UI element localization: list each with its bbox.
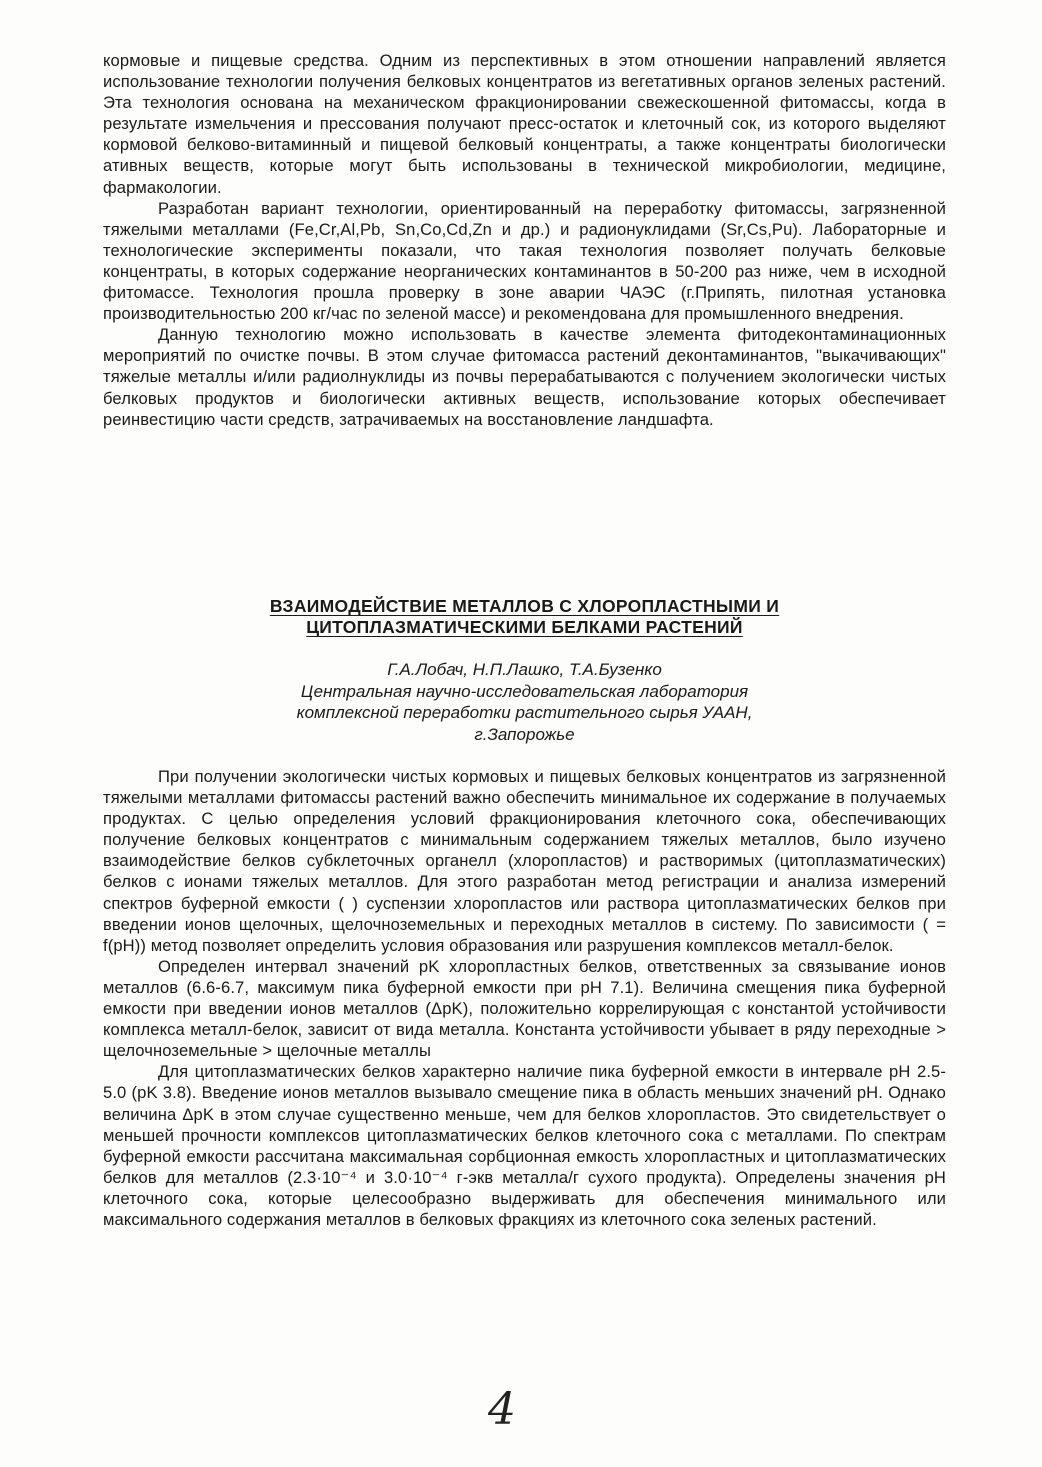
article-title-line-1: ВЗАИМОДЕЙСТВИЕ МЕТАЛЛОВ С ХЛОРОПЛАСТНЫМИ И xyxy=(269,596,780,616)
author-block xyxy=(103,659,946,745)
continued-text-block xyxy=(103,50,946,430)
article-title-line-2: ЦИТОПЛАЗМАТИЧЕСКИМИ БЕЛКАМИ РАСТЕНИЙ xyxy=(306,617,743,637)
affiliation-line-1: Центральная научно-исследовательская лаборатория xyxy=(300,681,749,701)
article-paragraph-3: Для цитоплазматических белков характерно наличие пика буферной емкости в интервале pH 2.5-5.0 (pK 3.8). Введение ионов металлов вызывало смещение пика в область меньших значений pH. Однако величина ΔpK в этом случае существенно меньше, чем для белков хлоропластов. Это свидетельствует о меньшей прочности комплексов цитоплазматических белков клеточного сока с металлами. По спектрам буферной емкости рассчитана максимальная сорбционная емкость хлоропластных и цитоплазматических белков для металлов (2.3·10⁻⁴ и 3.0·10⁻⁴ г-экв металла/г сухого продукта). Определены значения pH клеточного сока, которые целесообразно выдерживать для обеспечения минимального или максимального содержания металлов в белковых фракциях из клеточного сока зеленых растений. xyxy=(103,1062,946,1229)
paragraph-phytodecontamination: Данную технологию можно использовать в качестве элемента фитодеконтаминационных мероприятий по очистке почвы. В этом случае фитомасса растений деконтаминантов, "выкачивающих" тяжелые металлы и/или радиолнуклиды из почвы перерабатываются с получением экологически чистых белковых продуктов и биологически активных веществ, использование которых обеспечивает реинвестицию части средств, затрачиваемых на восстановление ландшафта. xyxy=(103,325,946,429)
authors: Г.А.Лобач, Н.П.Лашко, Т.А.Бузенко xyxy=(387,660,662,679)
affiliation-city: г.Запорожье xyxy=(474,724,575,744)
article-title xyxy=(103,596,946,638)
handwritten-page-number: 4 xyxy=(488,1384,516,1435)
article-paragraph-1: При получении экологически чистых кормовых и пищевых белковых концентратов из загрязненной тяжелыми металлами фитомассы растений важно обеспечить минимальное их содержание в получаемых продуктах. С целью определения условий фракционирования клеточного сока, обеспечивающих получение белковых концентратов с минимальным содержанием тяжелых металлов, было изучено взаимодействие белков субклеточных органелл (хлоропластов) и растворимых (цитоплазматических) белков с ионами тяжелых металлов. Для этого разработан метод регистрации и анализа измерений спектров буферной емкости ( ) суспензии хлоропластов или раствора цитоплазматических белков при введении ионов щелочных, щелочноземельных и переходных металлов в систему. По зависимости ( = f(pH)) метод позволяет определить условия образования или разрушения комплексов металл-белок. xyxy=(103,767,946,955)
affiliation-line-2: комплексной переработки растительного сырья УААН, xyxy=(296,703,753,722)
paragraph-technology: Разработан вариант технологии, ориентированный на переработку фитомассы, загрязненной тяжелыми металлами (Fe,Cr,Al,Pb, Sn,Co,Cd,Zn и др.) и радионуклидами (Sr,Cs,Pu). Лабораторные и технологические эксперименты показали, что такая технология позволяет получать белковые концентраты, в которых содержание неорганических контаминантов в 50-200 раз ниже, чем в исходной фитомассе. Технология прошла проверку в зоне аварии ЧАЭС (г.Припять, пилотная установка производительностью 200 кг/час по зеленой массе) и рекомендована для промышленного внедрения. xyxy=(103,198,946,324)
article-body xyxy=(103,766,946,1230)
paragraph-continued: кормовые и пищевые средства. Одним из перспективных в этом отношении направлений является использование технологии получения белковых концентратов из вегетативных органов зеленых растений. Эта технология основана на механическом фракционировании свежескошенной фитомассы, когда в результате измельчения и прессования получают пресс-остаток и клеточный сок, из которого выделяют кормовой белково-витаминный и пищевой белковый концентраты, а также концентраты биологически ативных веществ, которые могут быть использованы в технической микробиологии, медицине, фармакологии. xyxy=(103,51,946,197)
article-paragraph-2: Определен интервал значений pK хлоропластных белков, ответственных за связывание ионов металлов (6.6-6.7, максимум пика буферной емкости при pH 7.1). Величина смещения пика буферной емкости при введении ионов металлов (ΔpK), положительно коррелирующая с константой устойчивости комплекса металл-белок, зависит от вида металла. Константа устойчивости убывает в ряду переходные > щелочноземельные > щелочные металлы xyxy=(103,956,946,1061)
